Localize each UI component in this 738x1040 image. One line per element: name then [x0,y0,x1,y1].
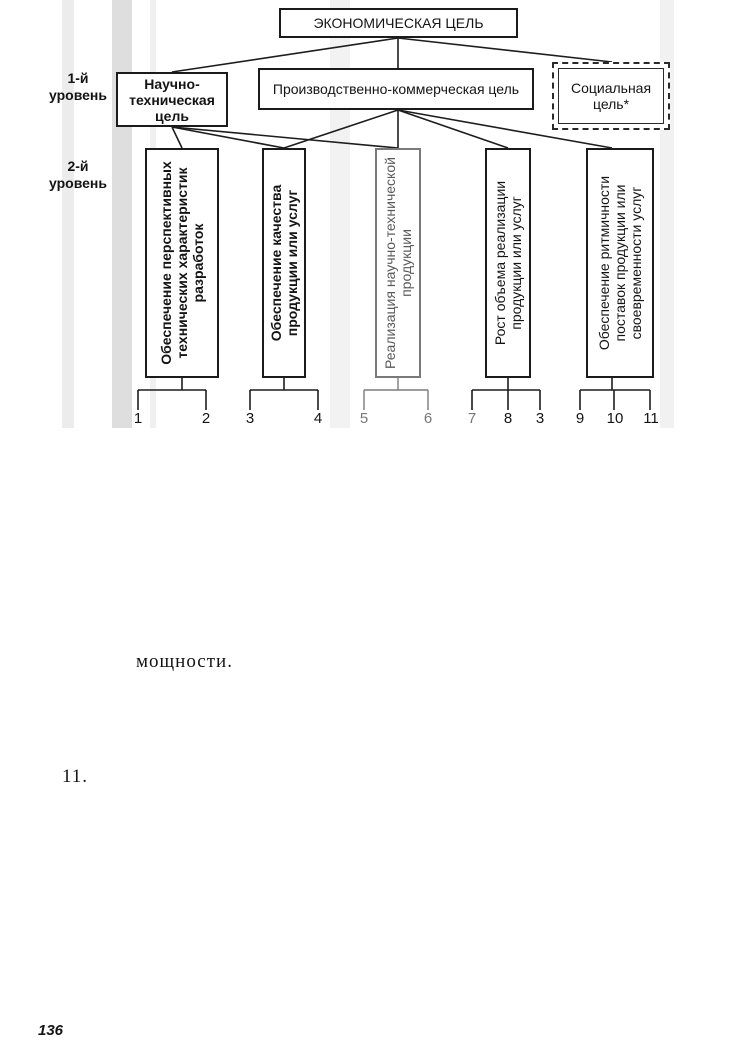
perspective-characteristics-label: Обеспечение перспективных технических характеристик разработок [158,161,206,365]
page-number: 136 [38,1022,64,1039]
indicator-number: 1 [133,410,143,427]
sales-growth-label: Рост объема реализации продукции или услуг [492,180,524,346]
social-goal-box [552,62,670,130]
indicator-number: 6 [423,410,433,427]
indicator-number: 11 [643,410,659,427]
sales-growth-box [485,148,531,378]
delivery-rhythm-box [586,148,654,378]
indicator-number: 10 [606,410,624,427]
quality-assurance-box [262,148,306,378]
root-goal-label: ЭКОНОМИЧЕСКАЯ ЦЕЛЬ [313,15,484,31]
delivery-rhythm-label: Обеспечение ритмичности поставок продукции или своевременности услуг [596,175,644,351]
indicator-number: 8 [503,410,513,427]
science-product-sales-box [375,148,421,378]
level-2-label: 2-й уровень [49,158,107,191]
production-commercial-goal-label: Производственно-коммерческая цель [272,81,520,97]
indicator-number: 7 [467,410,477,427]
science-technical-goal-box [116,72,228,127]
social-goal-label: Социальная цель* [570,80,652,112]
quality-assurance-label: Обеспечение качества продукции или услуг [268,184,300,342]
scanned-figure [0,0,738,428]
indicator-number: 5 [359,410,369,427]
science-product-sales-label: Реализация научно-технической продукции [382,157,414,369]
text-fragment: 11. [62,766,89,787]
indicator-number: 3 [535,410,545,427]
root-goal-box [279,8,518,38]
indicator-number: 2 [201,410,211,427]
perspective-characteristics-box [145,148,219,378]
production-commercial-goal-box [258,68,534,110]
level-1-label: 1-й уровень [49,70,107,103]
indicator-number: 3 [245,410,255,427]
science-technical-goal-label: Научно-техническая цель [129,75,215,124]
indicator-number: 4 [313,410,323,427]
text-fragment: мощности. [136,651,233,672]
indicator-number: 9 [575,410,585,427]
